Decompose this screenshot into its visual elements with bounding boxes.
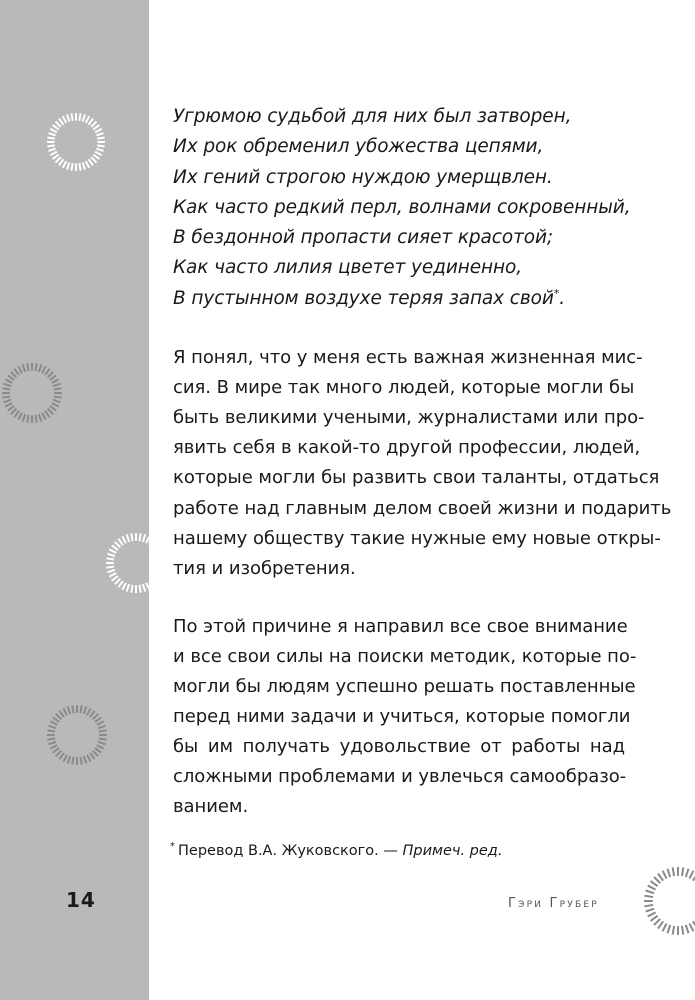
paragraph-line: По этой причине я направил все свое внимание [173,615,628,637]
paragraph-line: могли бы людям успешно решать поставленные [173,676,636,698]
paragraph-line: и все свои силы на поиски методик, которые по- [173,645,637,667]
paragraph-2 [173,612,637,823]
paragraph-line: бы им получать удовольствие от работы над [173,736,625,758]
poem-line: В бездонной пропасти сияет красотой; [173,227,554,249]
poem-excerpt [173,102,631,314]
poem-line-text: В пустынном воздухе теряя запах свой [173,287,554,309]
paragraph-1 [173,343,672,584]
paragraph-line: работе над главным делом своей жизни и подарить [173,497,672,519]
ring-ornament-3 [105,532,167,594]
poem-line-last [173,284,625,314]
paragraph-line: которые могли бы развить свои таланты, отдаться [173,467,660,489]
footnote-reference: * [553,286,560,300]
paragraph-line: ванием. [173,796,249,818]
footnote-marker: * [170,841,175,853]
ring-ornament-2 [1,362,63,424]
page-number: 14 [66,888,96,912]
paragraph-line: явить себя в какой-то другой профессии, людей, [173,437,641,459]
paragraph-line: сложными проблемами и увлечься самообразо- [173,766,627,788]
running-head-author: Гэри Грубер [508,896,599,911]
ring-ornament-1 [46,112,106,172]
ring-ornament-5 [643,866,695,936]
paragraph-line: нашему обществу такие нужные ему новые откры- [173,527,661,549]
ring-ornament-4 [46,704,108,766]
paragraph-line: сия. В мире так много людей, которые могли бы [173,377,635,399]
paragraph-line: быть великими учеными, журналистами или про- [173,407,645,429]
page-body [173,102,672,822]
footnote [170,843,502,859]
paragraph-line: тия и изобретения. [173,557,356,579]
poem-line: Угрюмою судьбой для них был затворен, [173,106,572,127]
footnote-text: Перевод В.А. Жуковского. — [178,843,403,859]
poem-line: Как часто лилия цветет уединенно, [173,257,523,279]
poem-end-punct: . [559,287,566,309]
poem-line: Их гений строгою нуждою умерщвлен. [173,166,553,188]
paragraph-line: Я понял, что у меня есть важная жизненная мис- [173,347,643,369]
poem-line: Их рок обременил убожества цепями, [173,136,544,158]
poem-line: Как часто редкий перл, волнами сокровенный, [173,196,631,218]
footnote-editor-note: Примеч. ред. [402,843,503,859]
paragraph-line: перед ними задачи и учиться, которые помогли [173,706,631,728]
